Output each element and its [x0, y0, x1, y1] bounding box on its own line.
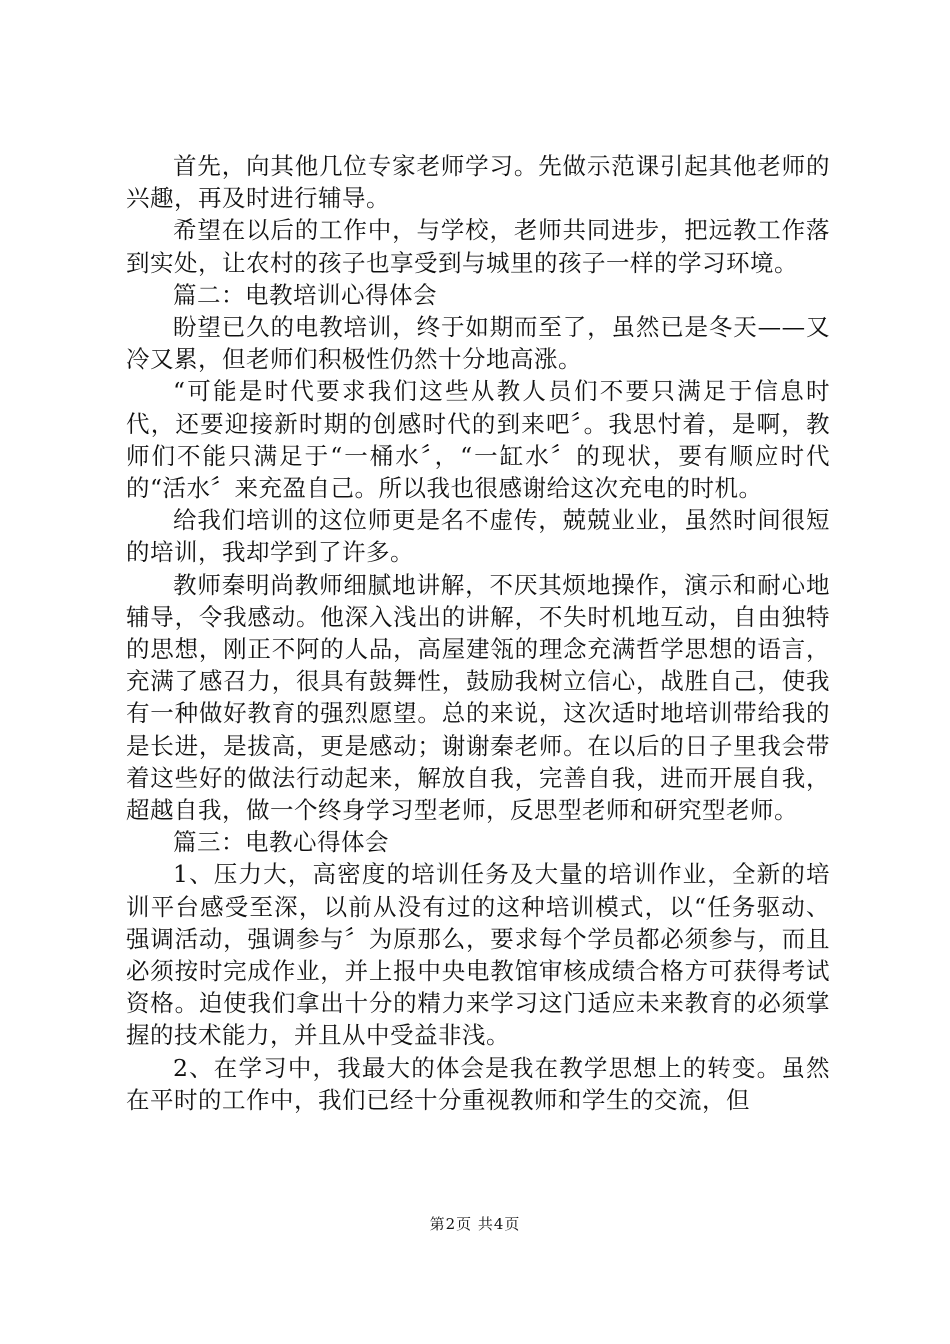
- section-heading-part-three: 篇三：电教心得体会: [173, 828, 389, 857]
- paragraph-teacher-qin: 教师秦明尚教师细腻地讲解，不厌其烦地操作，演示和耐心地辅导，令我感动。他深入浅出的讲解，不失时机地互动，自由独特的思想，刚正不阿的人品，高屋建瓴的理念充满哲学思想的语言，充满了感召力，很具有鼓舞性，鼓励我树立信心，战胜自己，使我有一种做好教育的强烈愿望。总的来说，这次适时地培训带给我的是长进，是拔高，更是感动；谢谢秦老师。在以后的日子里我会带着这些好的做法行动起来，解放自我，完善自我，进而开展自我，超越自我，做一个终身学习型老师，反思型老师和研究型老师。: [126, 570, 830, 825]
- paragraph-era-requirements: “可能是时代要求我们这些从教人员们不要只满足于信息时代，还要迎接新时期的创感时代的到来吧〞。我思忖着，是啊，教师们不能只满足于“一桶水〞，“一缸水〞的现状，要有顺应时代的“活水〞来充盈自己。所以我也很感谢给这次充电的时机。: [126, 377, 830, 503]
- paragraph-long-awaited-training: 盼望已久的电教培训，终于如期而至了，虽然已是冬天——又冷又累，但老师们积极性仍然十分地高涨。: [126, 313, 830, 374]
- paragraph-trainer-reputation: 给我们培训的这位师更是名不虚传，兢兢业业，虽然时间很短的培训，我却学到了许多。: [126, 506, 830, 567]
- paragraph-hope-future-work: 希望在以后的工作中，与学校，老师共同进步，把远教工作落到实处，让农村的孩子也享受到与城里的孩子一样的学习环境。: [126, 216, 830, 277]
- paragraph-learn-from-experts: 首先，向其他几位专家老师学习。先做示范课引起其他老师的兴趣，再及时进行辅导。: [126, 152, 830, 213]
- page-number-footer: 第2页 共4页: [429, 1215, 521, 1233]
- paragraph-point-two-thinking: 2、在学习中，我最大的体会是我在教学思想上的转变。虽然在平时的工作中，我们已经十分重视教师和学生的交流，但: [126, 1053, 830, 1114]
- paragraph-point-one-pressure: 1、压力大，高密度的培训任务及大量的培训作业，全新的培训平台感受至深，以前从没有过的这种培训模式，以“任务驱动、强调活动，强调参与〞为原那么，要求每个学员都必须参与，而且必须按时完成作业，并上报中央电教馆审核成绩合格方可获得考试资格。迫使我们拿出十分的精力来学习这门适应未来教育的必须掌握的技术能力，并且从中受益非浅。: [126, 860, 830, 1050]
- document-body: [126, 150, 830, 1116]
- section-heading-part-two: 篇二：电教培训心得体会: [173, 280, 437, 309]
